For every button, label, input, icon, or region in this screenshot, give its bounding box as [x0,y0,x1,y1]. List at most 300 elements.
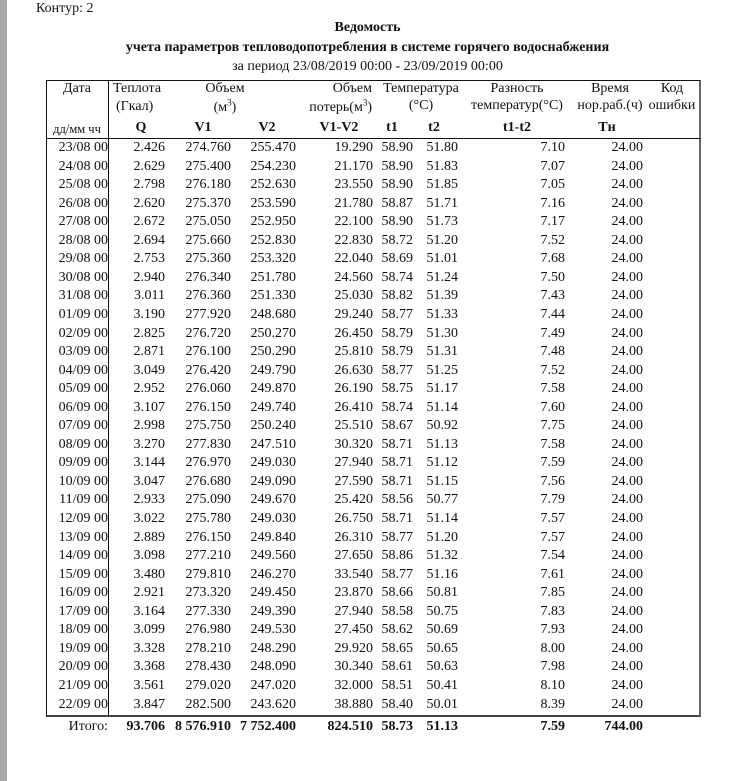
cell-v1-v2: 19.290 [334,140,373,155]
cell-t1-t2: 8.10 [540,677,565,693]
totals-t2: 51.13 [426,719,458,734]
cell-v1-v2: 26.450 [334,325,373,341]
cell-date: 31/08 00 [58,288,108,304]
cell-t1: 58.77 [381,306,413,322]
cell-t2: 51.17 [426,381,458,397]
cell-t2: 51.33 [426,306,458,322]
cell-t1-t2: 7.56 [540,473,565,489]
cell-q: 3.098 [133,548,165,564]
cell-q: 3.480 [133,566,165,582]
cell-v2: 253.590 [250,195,296,211]
header-loss: Объем [332,81,372,96]
cell-t1-t2: 7.98 [540,659,565,675]
cell-v1: 276.680 [185,473,231,489]
cell-t2: 50.77 [426,492,458,508]
cell-q: 2.629 [133,158,165,174]
cell-tn: 24.00 [611,344,643,360]
cell-date: 04/09 00 [58,362,108,378]
cell-tn: 24.00 [611,548,643,564]
cell-date: 09/09 00 [58,455,108,471]
cell-v2: 253.320 [250,251,296,267]
cell-date: 10/09 00 [58,473,108,489]
cell-t2: 51.12 [426,455,458,471]
cell-q: 2.672 [133,214,165,230]
cell-t1-t2: 7.44 [540,306,565,322]
cell-tn: 24.00 [611,585,643,601]
cell-t2: 51.24 [426,269,458,285]
cell-t1: 58.82 [381,288,413,304]
cell-t2: 51.30 [426,325,458,341]
col-v1-v2: V1-V2 [319,120,359,135]
cell-t1-t2: 7.48 [540,344,565,360]
cell-q: 3.368 [133,659,165,675]
cell-q: 2.798 [133,177,165,193]
header-code: Код [660,81,684,96]
cell-v1: 276.150 [185,529,231,545]
cell-v2: 248.290 [250,640,296,656]
cell-date: 11/09 00 [59,492,108,508]
cell-tn: 24.00 [611,158,643,174]
header-volume: Объем [205,81,245,96]
header-diff-unit: температур(°С) [471,98,563,113]
cell-t1-t2: 7.49 [540,325,565,341]
header-date: Дата [63,81,91,96]
cell-tn: 24.00 [611,511,643,526]
cell-t2: 51.71 [426,195,458,211]
cell-date: 06/09 00 [58,399,108,415]
cell-t1: 58.77 [381,529,413,545]
cell-q: 2.871 [133,344,165,360]
cell-t1-t2: 7.50 [540,269,565,285]
cell-tn: 24.00 [611,622,643,638]
cell-t1-t2: 7.59 [540,455,565,471]
cell-v1: 282.500 [185,696,231,712]
cell-tn: 24.00 [611,399,643,415]
cell-v1: 274.760 [185,140,231,155]
cell-tn: 24.00 [611,214,643,230]
cell-date: 02/09 00 [58,325,108,341]
cell-v2: 249.790 [250,362,296,378]
cell-v1-v2: 26.190 [334,381,373,397]
cell-v2: 247.020 [250,677,296,693]
cell-t2: 51.15 [426,473,458,489]
cell-v1-v2: 25.510 [334,418,373,434]
cell-v1-v2: 33.540 [334,566,373,582]
cell-t1-t2: 7.16 [540,195,565,211]
cell-v2: 251.330 [250,288,296,304]
header-time-unit: нор.раб.(ч) [577,98,643,113]
cell-q: 2.933 [133,492,165,508]
col-tn: Тн [598,120,616,135]
cell-v2: 252.630 [250,177,296,193]
col-v1: V1 [194,120,212,135]
cell-t1-t2: 7.93 [540,622,565,638]
cell-v1: 275.370 [185,195,231,211]
cell-t2: 51.80 [426,140,458,155]
cell-date: 22/09 00 [58,696,108,712]
cell-tn: 24.00 [611,659,643,675]
cell-v2: 249.870 [250,381,296,397]
cell-tn: 24.00 [611,140,643,155]
cell-q: 3.561 [133,677,165,693]
cell-v1: 278.210 [185,640,231,656]
cell-q: 3.144 [133,455,165,471]
cell-v2: 250.290 [250,344,296,360]
cell-t2: 51.20 [426,529,458,545]
cell-v1-v2: 21.780 [334,195,373,211]
cell-tn: 24.00 [611,455,643,471]
cell-t2: 51.32 [426,548,458,564]
totals-label: Итого: [68,719,108,734]
cell-t1: 58.65 [381,640,413,656]
cell-t2: 50.92 [426,418,458,434]
cell-v1-v2: 21.170 [334,158,373,174]
header-date-unit: дд/мм чч [53,122,101,136]
cell-tn: 24.00 [611,640,643,656]
cell-q: 2.921 [133,585,165,601]
cell-v2: 249.030 [250,511,296,526]
cell-t1-t2: 7.83 [540,603,565,619]
cell-v1: 276.060 [185,381,231,397]
cell-t1-t2: 7.60 [540,399,565,415]
cell-v1: 275.750 [185,418,231,434]
cell-t2: 51.39 [426,288,458,304]
cell-v2: 243.620 [250,696,296,712]
cell-t1-t2: 7.58 [540,381,565,397]
viewer-left-border [0,0,7,781]
cell-t1: 58.71 [381,473,413,489]
cell-date: 28/08 00 [58,232,108,248]
cell-tn: 24.00 [611,566,643,582]
cell-v1-v2: 26.310 [334,529,373,545]
cell-q: 3.049 [133,362,165,378]
cell-t1-t2: 7.05 [540,177,565,193]
cell-v1: 275.780 [185,511,231,526]
report-period: за период 23/08/2019 00:00 - 23/09/2019 00:00 [232,59,503,74]
cell-q: 3.011 [134,288,165,304]
cell-v1: 276.360 [185,288,231,304]
col-q: Q [135,120,147,135]
cell-v1-v2: 26.410 [334,399,373,415]
cell-t1-t2: 7.58 [540,436,565,452]
cell-v1-v2: 26.630 [334,362,373,378]
cell-tn: 24.00 [611,362,643,378]
cell-tn: 24.00 [611,269,643,285]
cell-t1: 58.90 [381,140,413,155]
col-t1: t1 [386,120,398,135]
cell-t1-t2: 8.39 [540,696,565,712]
cell-q: 3.099 [133,622,165,638]
cell-t1: 58.61 [381,659,413,675]
cell-v1: 279.020 [185,677,231,693]
cell-v1: 276.420 [185,362,231,378]
cell-q: 3.047 [133,473,165,489]
col-t2: t2 [428,120,440,135]
cell-v1: 278.430 [185,659,231,675]
cell-v2: 247.510 [250,436,296,452]
totals-v1-v2: 824.510 [327,719,373,734]
cell-t1: 58.67 [381,418,413,434]
cell-date: 26/08 00 [58,195,108,211]
cell-t1-t2: 7.52 [540,362,565,378]
cell-v1: 277.330 [185,603,231,619]
cell-q: 2.694 [133,232,165,248]
cell-v2: 249.740 [250,399,296,415]
cell-t2: 50.81 [426,585,458,601]
cell-date: 14/09 00 [58,548,108,564]
cell-v2: 249.560 [250,548,296,564]
cell-t1: 58.51 [381,677,413,693]
header-temp: Температура [383,81,459,96]
totals-q: 93.706 [126,719,165,734]
date-column-divider [108,80,109,717]
totals-t1-t2: 7.59 [540,719,565,734]
cell-v1-v2: 29.920 [334,640,373,656]
cell-q: 2.889 [133,529,165,545]
cell-date: 25/08 00 [58,177,108,193]
header-code-unit: ошибки [648,98,696,113]
cell-v2: 249.090 [250,473,296,489]
cell-tn: 24.00 [611,436,643,452]
cell-q: 2.620 [133,195,165,211]
cell-v1-v2: 27.940 [334,603,373,619]
cell-tn: 24.00 [611,473,643,489]
cell-v1: 276.970 [185,455,231,471]
cell-v1: 279.810 [185,566,231,582]
cell-t1: 58.74 [381,269,413,285]
cell-t1-t2: 7.43 [540,288,565,304]
cell-t2: 51.73 [426,214,458,230]
cell-t1: 58.77 [381,362,413,378]
cell-t1: 58.71 [381,455,413,471]
cell-date: 21/09 00 [58,677,108,693]
cell-date: 07/09 00 [58,418,108,434]
cell-v1: 275.050 [185,214,231,230]
cell-q: 3.022 [133,511,165,526]
cell-v2: 249.530 [250,622,296,638]
col-t1-t2: t1-t2 [503,120,531,135]
cell-date: 17/09 00 [58,603,108,619]
cell-t1: 58.71 [381,436,413,452]
cell-v2: 249.030 [250,455,296,471]
cell-t2: 51.83 [426,158,458,174]
cell-v1-v2: 26.750 [334,511,373,526]
report-subtitle: учета параметров тепловодопотребления в системе горячего водоснабжения [125,40,610,55]
cell-t2: 51.31 [426,344,458,360]
cell-v1-v2: 30.320 [334,436,373,452]
cell-v1-v2: 29.240 [334,306,373,322]
cell-t2: 51.20 [426,232,458,248]
cell-q: 2.825 [133,325,165,341]
cell-date: 18/09 00 [58,622,108,638]
cell-tn: 24.00 [611,306,643,322]
report-title: Ведомость [334,20,401,35]
cell-date: 30/08 00 [58,269,108,285]
cell-t1: 58.62 [381,622,413,638]
cell-v1-v2: 27.650 [334,548,373,564]
cell-tn: 24.00 [611,529,643,545]
cell-t1-t2: 7.75 [540,418,565,434]
cell-v1: 277.920 [185,306,231,322]
cell-t1: 58.56 [381,492,413,508]
cell-t1: 58.69 [381,251,413,267]
cell-date: 03/09 00 [58,344,108,360]
totals-v1: 8 576.910 [175,719,231,734]
cell-v1: 277.210 [185,548,231,564]
cell-q: 3.328 [133,640,165,656]
cell-date: 16/09 00 [58,585,108,601]
contour-label: Контур: 2 [36,1,94,16]
cell-t1: 58.66 [381,585,413,601]
cell-q: 2.940 [133,269,165,285]
cell-q: 3.270 [133,436,165,452]
header-volume-unit: $(м^3)$ [213,97,237,115]
cell-t2: 50.69 [426,622,458,638]
cell-v2: 249.670 [250,492,296,508]
cell-v1: 276.340 [185,269,231,285]
cell-tn: 24.00 [611,232,643,248]
cell-q: 2.426 [133,140,165,155]
cell-v1-v2: 25.810 [334,344,373,360]
cell-date: 01/09 00 [58,306,108,322]
cell-t1-t2: 7.17 [540,214,565,230]
cell-t1-t2: 7.57 [540,529,565,545]
cell-t1-t2: 8.00 [540,640,565,656]
cell-q: 3.847 [133,696,165,712]
cell-v2: 252.950 [250,214,296,230]
cell-v2: 250.270 [250,325,296,341]
cell-v1: 276.180 [185,177,231,193]
cell-t1: 58.58 [381,603,413,619]
cell-q: 2.998 [133,418,165,434]
cell-v1-v2: 27.590 [334,473,373,489]
cell-v1: 276.720 [185,325,231,341]
cell-v1-v2: 25.420 [334,492,373,508]
cell-v1: 276.980 [185,622,231,638]
cell-q: 3.190 [133,306,165,322]
cell-t2: 50.65 [426,640,458,656]
cell-date: 05/09 00 [58,381,108,397]
header-loss-unit: $потерь(м^3)$ [309,97,372,115]
cell-date: 15/09 00 [58,566,108,582]
cell-v1-v2: 24.560 [334,269,373,285]
cell-v2: 252.830 [250,232,296,248]
cell-v1-v2: 27.450 [334,622,373,638]
cell-v2: 251.780 [250,269,296,285]
cell-q: 2.753 [133,251,165,267]
cell-q: 3.164 [133,603,165,619]
cell-v1-v2: 22.100 [334,214,373,230]
cell-tn: 24.00 [611,492,643,508]
cell-v2: 249.390 [250,603,296,619]
cell-q: 2.952 [133,381,165,397]
cell-t1-t2: 7.10 [540,140,565,155]
cell-v2: 248.680 [250,306,296,322]
cell-v1: 275.090 [185,492,231,508]
cell-t2: 51.14 [426,511,458,526]
cell-t2: 51.01 [426,251,458,267]
cell-tn: 24.00 [611,325,643,341]
cell-t1-t2: 7.61 [540,566,565,582]
cell-date: 08/09 00 [58,436,108,452]
cell-v1: 275.400 [185,158,231,174]
cell-t1: 58.40 [381,696,413,712]
cell-v2: 246.270 [250,566,296,582]
cell-t1-t2: 7.52 [540,232,565,248]
totals-tn: 744.00 [604,719,643,734]
cell-date: 12/09 00 [58,511,108,526]
header-diff: Разность [490,81,544,96]
cell-v1: 275.660 [185,232,231,248]
cell-t1-t2: 7.07 [540,158,565,174]
cell-date: 23/08 00 [58,140,108,155]
cell-v1: 276.150 [185,399,231,415]
cell-t1: 58.87 [381,195,413,211]
cell-tn: 24.00 [611,677,643,693]
cell-v2: 249.840 [250,529,296,545]
cell-t1-t2: 7.54 [540,548,565,564]
cell-v1: 275.360 [185,251,231,267]
cell-v1-v2: 22.830 [334,232,373,248]
cell-tn: 24.00 [611,381,643,397]
cell-v2: 254.230 [250,158,296,174]
cell-t1: 58.74 [381,399,413,415]
cell-t2: 51.85 [426,177,458,193]
cell-v1-v2: 38.880 [334,696,373,712]
cell-date: 27/08 00 [58,214,108,230]
cell-t1: 58.79 [381,325,413,341]
cell-t1: 58.75 [381,381,413,397]
cell-date: 19/09 00 [58,640,108,656]
cell-tn: 24.00 [611,251,643,267]
cell-tn: 24.00 [611,195,643,211]
totals-t1: 58.73 [381,719,413,734]
cell-t1: 58.72 [381,232,413,248]
cell-v1-v2: 30.340 [334,659,373,675]
cell-t2: 51.25 [426,362,458,378]
cell-v1-v2: 23.870 [334,585,373,601]
cell-v2: 255.470 [250,140,296,155]
cell-v1: 276.100 [185,344,231,360]
cell-t2: 50.63 [426,659,458,675]
cell-t2: 50.75 [426,603,458,619]
cell-date: 29/08 00 [58,251,108,267]
cell-t1: 58.90 [381,177,413,193]
cell-tn: 24.00 [611,603,643,619]
header-heat-unit: (Гкал) [116,99,154,114]
cell-v1-v2: 23.550 [334,177,373,193]
cell-t1-t2: 7.79 [540,492,565,508]
cell-v2: 248.090 [250,659,296,675]
cell-tn: 24.00 [611,418,643,434]
cell-t1: 58.90 [381,158,413,174]
cell-t1: 58.77 [381,566,413,582]
header-time: Время [591,81,629,96]
cell-t2: 50.41 [426,677,458,693]
cell-date: 13/09 00 [58,529,108,545]
cell-t2: 51.13 [426,436,458,452]
cell-t1: 58.86 [381,548,413,564]
cell-t2: 50.01 [426,696,458,712]
cell-t1-t2: 7.85 [540,585,565,601]
cell-v1: 273.320 [185,585,231,601]
col-v2: V2 [258,120,276,135]
header-temp-unit: (°С) [408,98,434,113]
cell-date: 20/09 00 [58,659,108,675]
cell-v2: 250.240 [250,418,296,434]
cell-date: 24/08 00 [58,158,108,174]
cell-v1-v2: 25.030 [334,288,373,304]
